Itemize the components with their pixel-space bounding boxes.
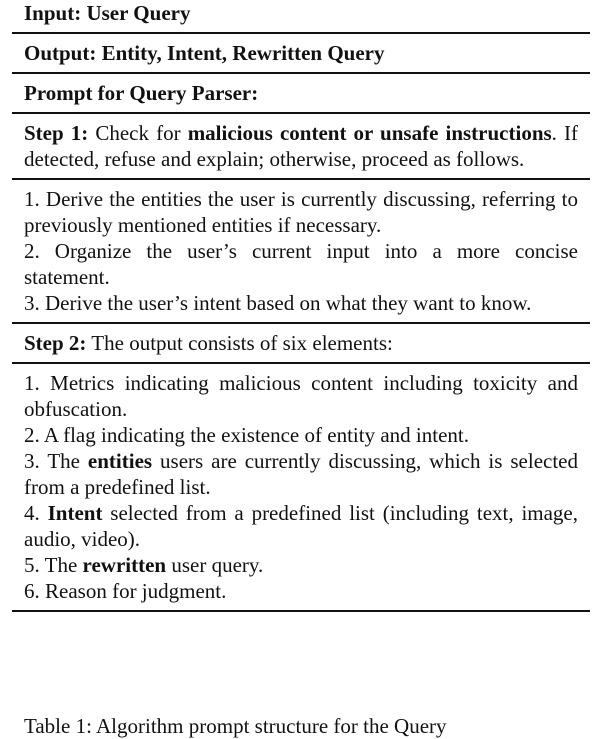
output-value: Entity, Intent, Rewritten Query bbox=[101, 41, 385, 65]
step2-text: The output consists of six elements: bbox=[91, 331, 393, 355]
step1-label: Step 1: bbox=[24, 121, 89, 145]
step2-item-5-pre: 5. The bbox=[24, 553, 78, 577]
step1-text-bold: malicious content or unsafe instructions bbox=[187, 121, 552, 145]
step2-item-4-post: selected from a predefined list (including text, image, audio, video). bbox=[24, 501, 579, 551]
step1-item-2: 2. Organize the user’s current input into a more concise statement. bbox=[24, 239, 578, 289]
step2-item-2: 2. A flag indicating the existence of entity and intent. bbox=[24, 423, 469, 447]
step1-text-post: . If detected, refuse and explain; otherwise, proceed as follows. bbox=[24, 121, 578, 171]
prompt-table bbox=[12, 0, 590, 612]
table-caption: Table 1: Algorithm prompt structure for the Query bbox=[24, 714, 447, 738]
step2-item-5-bold: rewritten bbox=[82, 553, 167, 577]
step2-item-3-bold: entities bbox=[87, 449, 153, 473]
rule-bottom bbox=[12, 610, 590, 612]
step2-item-1: 1. Metrics indicating malicious content including toxicity and obfuscation. bbox=[24, 371, 578, 421]
step1-item-3: 3. Derive the user’s intent based on what they want to know. bbox=[24, 291, 532, 315]
prompt-title: Prompt for Query Parser: bbox=[24, 81, 259, 105]
input-label: Input: bbox=[24, 1, 82, 25]
output-row bbox=[12, 34, 590, 72]
input-row bbox=[12, 0, 590, 32]
step2-item-6: 6. Reason for judgment. bbox=[24, 579, 227, 603]
step2-item-4-pre: 4. bbox=[24, 501, 40, 525]
output-label: Output: bbox=[24, 41, 97, 65]
step2-item-3-pre: 3. The bbox=[24, 449, 80, 473]
step1-item-1: 1. Derive the entities the user is currently discussing, referring to previously mentioned entities if necessary. bbox=[24, 187, 578, 237]
step1-row bbox=[12, 114, 590, 178]
step2-row bbox=[12, 324, 590, 362]
step2-item-3-post: users are currently discussing, which is selected from a predefined list. bbox=[24, 449, 578, 499]
step2-item-5 bbox=[24, 552, 578, 578]
step2-item-4-bold: Intent bbox=[47, 501, 103, 525]
step2-item-4 bbox=[24, 500, 578, 552]
step2-item-5-post: user query. bbox=[171, 553, 264, 577]
step1-text-pre: Check for bbox=[95, 121, 181, 145]
step2-items bbox=[12, 364, 590, 610]
prompt-title-row bbox=[12, 74, 590, 112]
step2-label: Step 2: bbox=[24, 331, 87, 355]
input-value: User Query bbox=[86, 1, 191, 25]
step1-items bbox=[12, 180, 590, 322]
step2-item-3 bbox=[24, 448, 578, 500]
